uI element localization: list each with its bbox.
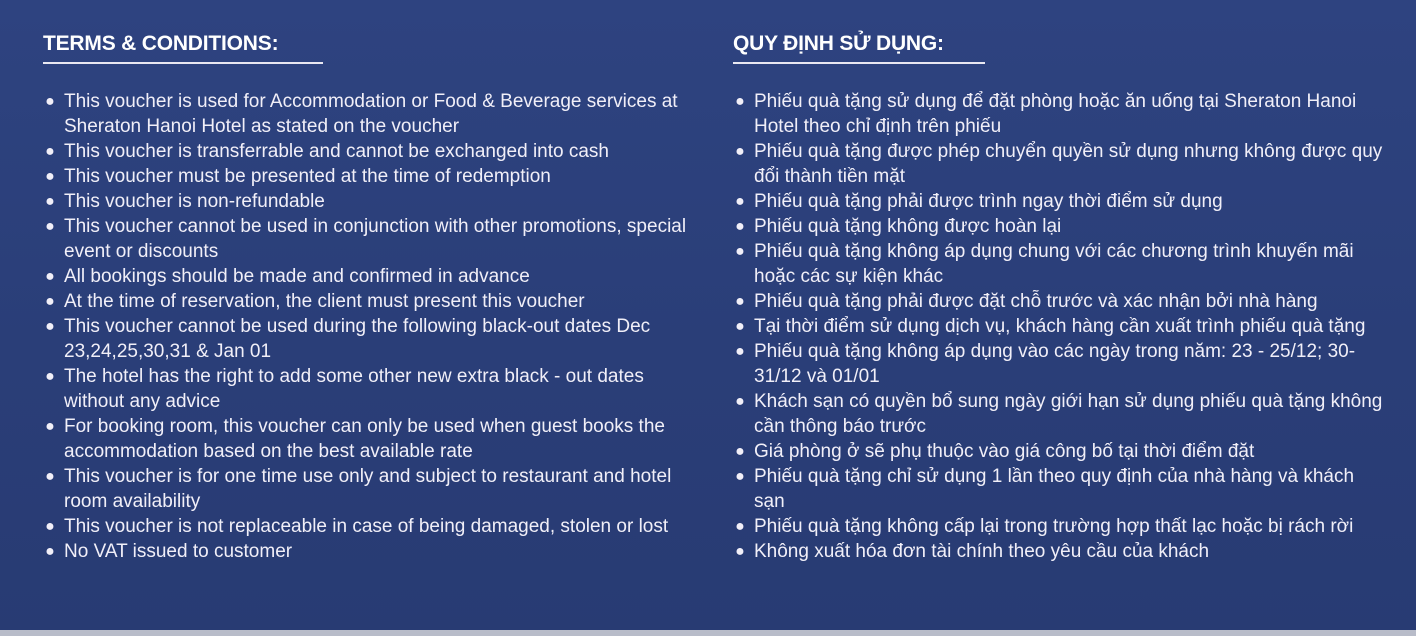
list-item (733, 514, 1383, 539)
bullet-icon: ● (45, 293, 55, 310)
list-item (733, 464, 1383, 514)
bullet-icon: ● (735, 143, 745, 160)
list-item-text: All bookings should be made and confirmed in advance (64, 266, 530, 287)
list-item-text: Phiếu quà tặng không cấp lại trong trường hợp thất lạc hoặc bị rách rời (754, 516, 1354, 537)
list-item-text: Khách sạn có quyền bổ sung ngày giới hạn sử dụng phiếu quà tặng không cần thông báo trước (754, 391, 1383, 437)
list-item-text: This voucher cannot be used in conjunction with other promotions, special event or discounts (64, 216, 687, 262)
terms-en-heading: TERMS & CONDITIONS: (43, 32, 323, 64)
list-item (733, 339, 1383, 389)
list-item-text: Phiếu quà tặng không được hoàn lại (754, 216, 1062, 237)
list-item (43, 464, 693, 514)
list-item-text: Phiếu quà tặng được phép chuyển quyền sử dụng nhưng không được quy đổi thành tiền mặt (754, 141, 1383, 187)
bullet-icon: ● (735, 93, 745, 110)
terms-vi-section (733, 32, 1383, 564)
list-item (733, 314, 1383, 339)
list-item-text: This voucher cannot be used during the following black-out dates Dec 23,24,25,30,31 & Jan 01 (64, 316, 651, 362)
bullet-icon: ● (45, 518, 55, 535)
list-item-text: This voucher is non-refundable (64, 191, 325, 212)
bullet-icon: ● (735, 243, 745, 260)
list-item-text: Không xuất hóa đơn tài chính theo yêu cầu của khách (754, 541, 1210, 562)
list-item (733, 439, 1383, 464)
list-item-text: Phiếu quà tặng phải được đặt chỗ trước và xác nhận bởi nhà hàng (754, 291, 1318, 312)
list-item-text: Phiếu quà tặng phải được trình ngay thời điểm sử dụng (754, 191, 1223, 212)
bullet-icon: ● (735, 543, 745, 560)
list-item (43, 89, 693, 139)
list-item (733, 89, 1383, 139)
bullet-icon: ● (45, 218, 55, 235)
list-item (43, 139, 693, 164)
bullet-icon: ● (735, 443, 745, 460)
terms-en-list (43, 89, 693, 564)
bullet-icon: ● (45, 193, 55, 210)
list-item-text: The hotel has the right to add some other new extra black - out dates without any advice (64, 366, 644, 412)
list-item (733, 389, 1383, 439)
list-item (43, 539, 693, 564)
list-item (43, 164, 693, 189)
bullet-icon: ● (735, 393, 745, 410)
bullet-icon: ● (45, 418, 55, 435)
list-item (43, 364, 693, 414)
bullet-icon: ● (45, 368, 55, 385)
list-item (43, 314, 693, 364)
list-item (733, 239, 1383, 289)
bullet-icon: ● (735, 293, 745, 310)
list-item (733, 214, 1383, 239)
list-item (733, 139, 1383, 189)
list-item (43, 264, 693, 289)
terms-vi-list (733, 89, 1383, 564)
list-item-text: This voucher is for one time use only and subject to restaurant and hotel room availability (64, 466, 672, 512)
bullet-icon: ● (45, 318, 55, 335)
list-item-text: Tại thời điểm sử dụng dịch vụ, khách hàng cần xuất trình phiếu quà tặng (754, 316, 1366, 337)
list-item-text: This voucher is transferrable and cannot be exchanged into cash (64, 141, 609, 162)
list-item (43, 414, 693, 464)
bullet-icon: ● (735, 218, 745, 235)
list-item (43, 289, 693, 314)
bullet-icon: ● (45, 143, 55, 160)
list-item-text: Giá phòng ở sẽ phụ thuộc vào giá công bố tại thời điểm đặt (754, 441, 1255, 462)
list-item (733, 189, 1383, 214)
list-item-text: For booking room, this voucher can only be used when guest books the accommodation based on the best available rate (64, 416, 665, 462)
list-item-text: This voucher is not replaceable in case of being damaged, stolen or lost (64, 516, 669, 537)
list-item-text: This voucher is used for Accommodation or Food & Beverage services at Sheraton Hanoi Hotel as stated on the voucher (64, 91, 678, 137)
list-item-text: Phiếu quà tặng không áp dụng vào các ngày trong năm: 23 - 25/12; 30-31/12 và 01/01 (754, 341, 1356, 387)
bullet-icon: ● (735, 518, 745, 535)
list-item (733, 289, 1383, 314)
bullet-icon: ● (45, 93, 55, 110)
list-item-text: Phiếu quà tặng chỉ sử dụng 1 lần theo quy định của nhà hàng và khách sạn (754, 466, 1355, 512)
bullet-icon: ● (45, 543, 55, 560)
bullet-icon: ● (45, 268, 55, 285)
list-item-text: At the time of reservation, the client must present this voucher (64, 291, 585, 312)
terms-en-section (43, 32, 693, 564)
list-item-text: This voucher must be presented at the time of redemption (64, 166, 551, 187)
list-item-text: No VAT issued to customer (64, 541, 293, 562)
bullet-icon: ● (735, 343, 745, 360)
bullet-icon: ● (45, 468, 55, 485)
list-item (43, 514, 693, 539)
list-item-text: Phiếu quà tặng sử dụng để đặt phòng hoặc ăn uống tại Sheraton Hanoi Hotel theo chỉ định trên phiếu (754, 91, 1357, 137)
bullet-icon: ● (45, 168, 55, 185)
bullet-icon: ● (735, 468, 745, 485)
list-item (733, 539, 1383, 564)
list-item-text: Phiếu quà tặng không áp dụng chung với các chương trình khuyến mãi hoặc các sự kiện khác (754, 241, 1354, 287)
list-item (43, 189, 693, 214)
terms-vi-heading: QUY ĐỊNH SỬ DỤNG: (733, 32, 985, 64)
bullet-icon: ● (735, 318, 745, 335)
list-item (43, 214, 693, 264)
bullet-icon: ● (735, 193, 745, 210)
